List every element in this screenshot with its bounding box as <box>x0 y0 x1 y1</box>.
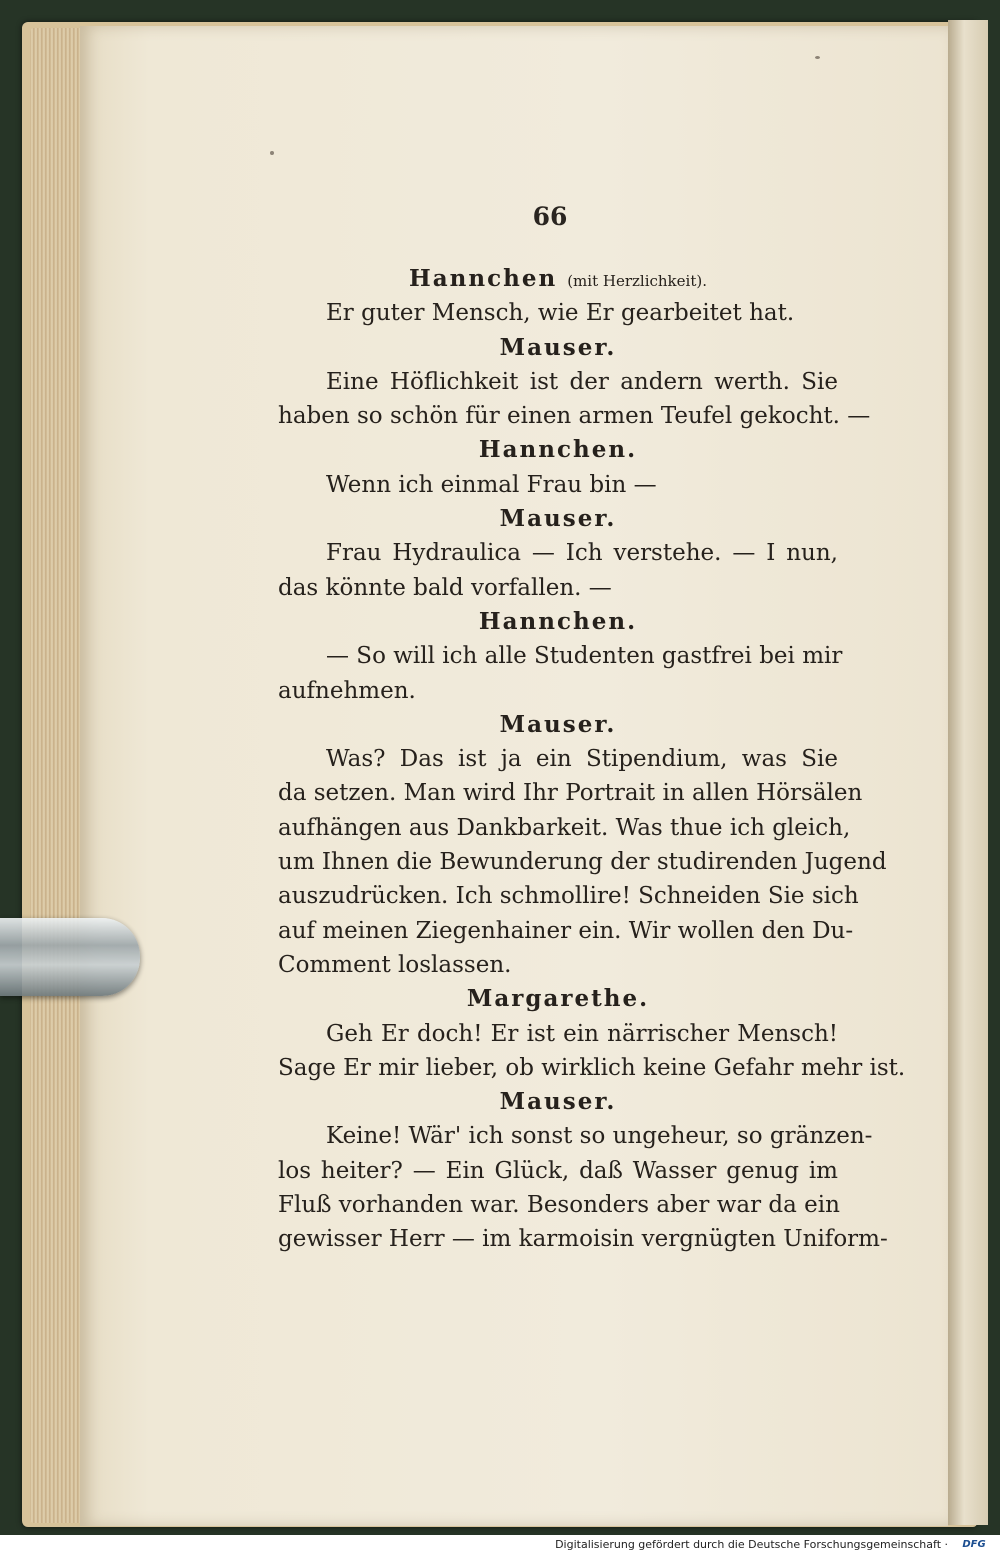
speaker-label: Hannchen. <box>478 436 638 464</box>
speaker-label: Mauser. <box>499 1088 617 1116</box>
speaker-name <box>278 1085 838 1119</box>
facing-page-edge <box>948 20 988 1525</box>
text-line: Keine! Wär' ich sonst so ungeheur, so gränzen- <box>326 1123 873 1150</box>
text-line: da setzen. Man wird Ihr Portrait in allen Hörsälen <box>278 780 863 807</box>
text-line: aufnehmen. <box>278 677 416 704</box>
text-line: haben so schön für einen armen Teufel gekocht. — <box>278 403 871 430</box>
text-line: aufhängen aus Dankbarkeit. Was thue ich gleich, <box>278 814 851 841</box>
footer-credit: Digitalisierung gefördert durch die Deutsche Forschungsgemeinschaft · <box>555 1538 948 1551</box>
speaker-label: Mauser. <box>499 333 617 361</box>
page-text <box>278 262 906 1257</box>
ink-speck <box>815 56 820 59</box>
text-line: das könnte bald vorfallen. — <box>278 574 612 601</box>
text-line: Wenn ich einmal Frau bin — <box>326 471 657 498</box>
text-line: Fluß vorhanden war. Besonders aber war da ein <box>278 1192 840 1219</box>
text-line: Comment loslassen. <box>278 951 512 978</box>
speaker-name <box>278 708 838 742</box>
ink-speck <box>270 151 274 155</box>
speaker-name <box>278 502 838 536</box>
speaker-label: Mauser. <box>499 710 617 738</box>
text-line: um Ihnen die Bewunderung der studirenden Jugend <box>278 849 887 876</box>
speaker-name <box>278 262 838 296</box>
text-line: gewisser Herr — im karmoisin vergnügten Uniform- <box>278 1226 888 1253</box>
speaker-label: Mauser. <box>499 505 617 533</box>
speaker-label: Hannchen. <box>478 607 638 635</box>
text-line: — So will ich alle Studenten gastfrei bei mir <box>326 643 843 670</box>
text-line: Eine Höflichkeit ist der andern werth. Sie <box>326 368 838 395</box>
text-line: auszudrücken. Ich schmollire! Schneiden Sie sich <box>278 883 859 910</box>
text-line: Frau Hydraulica — Ich verstehe. — I nun, <box>326 540 838 567</box>
page-number: 66 <box>532 202 568 231</box>
speaker-name <box>278 331 838 365</box>
speaker-name <box>278 982 838 1016</box>
text-line: auf meinen Ziegenhainer ein. Wir wollen den Du- <box>278 917 854 944</box>
text-line: Er guter Mensch, wie Er gearbeitet hat. <box>326 300 795 327</box>
speaker-name <box>278 433 838 467</box>
stage-direction: (mit Herzlichkeit). <box>567 272 707 290</box>
text-line: Was? Das ist ja ein Stipendium, was Sie <box>326 746 838 773</box>
speaker-label: Margarethe. <box>466 985 650 1013</box>
text-line: los heiter? — Ein Glück, daß Wasser genug im <box>278 1157 838 1184</box>
page-clip <box>0 918 140 996</box>
footer-bar <box>0 1535 1000 1555</box>
dfg-logo: DFG <box>962 1539 986 1550</box>
text-line: Sage Er mir lieber, ob wirklich keine Gefahr mehr ist. <box>278 1054 906 1081</box>
speaker-label: Hannchen <box>409 265 558 292</box>
speaker-name <box>278 605 838 639</box>
text-line: Geh Er doch! Er ist ein närrischer Mensch! <box>326 1020 838 1047</box>
